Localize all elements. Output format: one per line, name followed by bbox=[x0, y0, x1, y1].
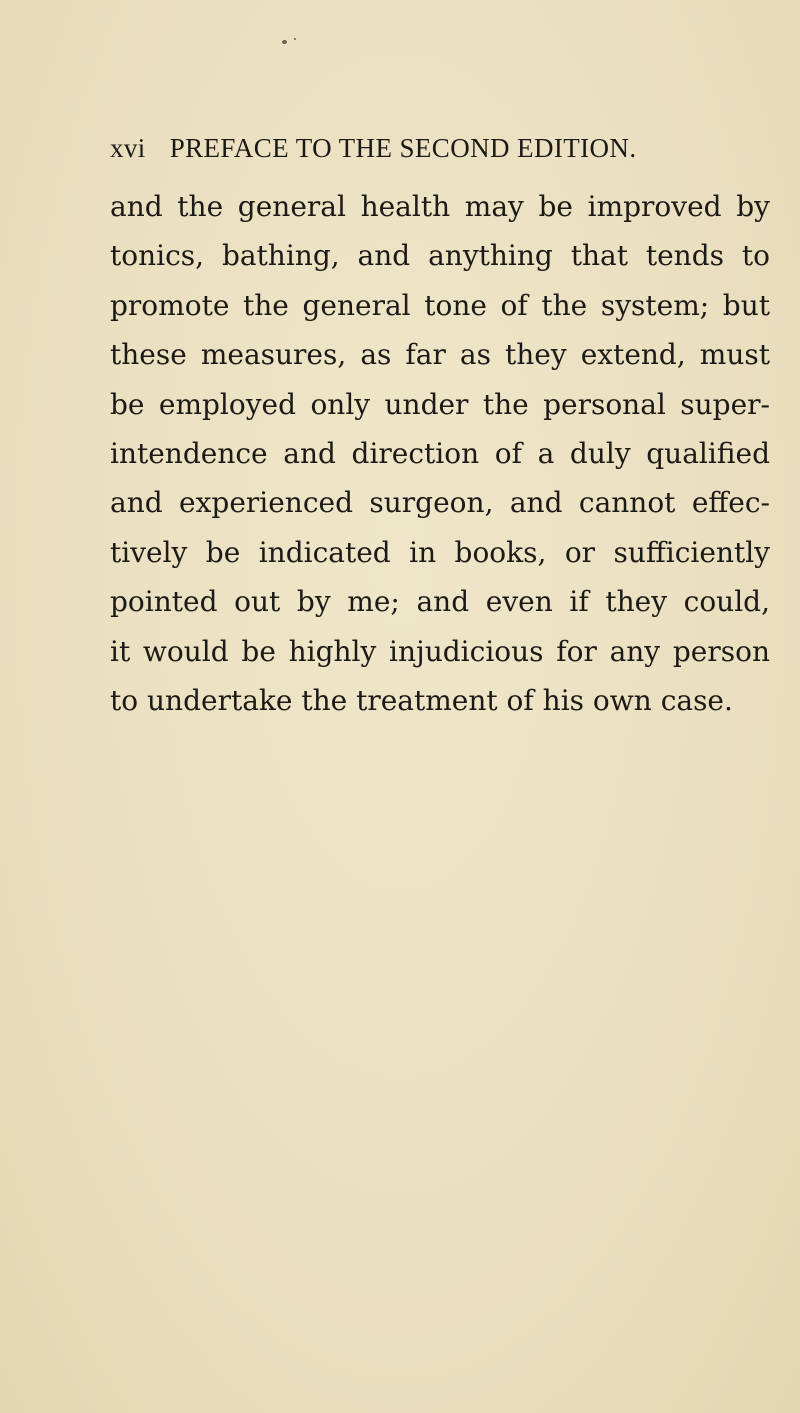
text-line: these measures, as far as they extend, must bbox=[110, 338, 770, 372]
body-paragraph bbox=[110, 182, 770, 725]
running-title: PREFACE TO THE SECOND EDITION. bbox=[169, 133, 637, 163]
running-header bbox=[110, 133, 636, 164]
text-line: it would be highly injudicious for any person bbox=[110, 634, 770, 668]
print-speck bbox=[294, 38, 296, 40]
text-line: and the general health may be improved by bbox=[110, 190, 770, 223]
text-line: tively be indicated in books, or sufficiently bbox=[110, 535, 770, 569]
print-speck bbox=[282, 40, 287, 44]
text-line: intendence and direction of a duly qualified bbox=[110, 436, 770, 470]
text-line: to undertake the treatment of his own case. bbox=[110, 683, 733, 717]
text-line: tonics, bathing, and anything that tends to bbox=[110, 239, 770, 273]
page-number: xvi bbox=[110, 133, 146, 163]
text-line: and experienced surgeon, and cannot effec- bbox=[110, 486, 770, 520]
text-line: promote the general tone of the system; but bbox=[110, 288, 770, 322]
text-line: be employed only under the personal super- bbox=[110, 387, 770, 421]
text-line: pointed out by me; and even if they could, bbox=[110, 585, 770, 619]
